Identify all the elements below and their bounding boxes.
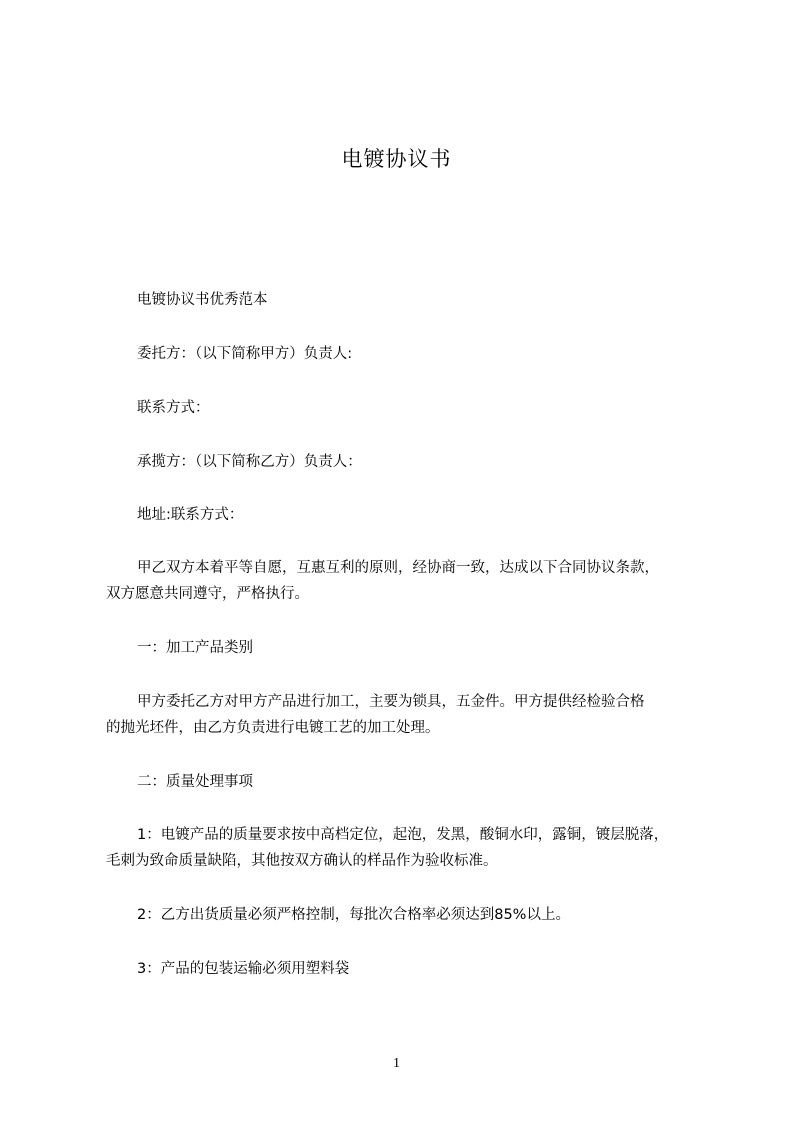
client-contact-line: 联系方式： <box>137 400 210 416</box>
section-1-line-1: 甲方委托乙方对甲方产品进行加工，主要为锁具，五金件。甲方提供经检验合格 <box>137 694 645 710</box>
document-title: 电镀协议书 <box>341 147 452 171</box>
client-line: 委托方：（以下简称甲方）负责人: <box>137 346 353 362</box>
section-1-line-2: 的抛光坯件，由乙方负责进行电镀工艺的加工处理。 <box>106 720 440 736</box>
subtitle: 电镀协议书优秀范本 <box>137 292 268 308</box>
clause-2: 2：乙方出货质量必须严格控制，每批次合格率必须达到85%以上。 <box>137 907 570 923</box>
clause-1-line-1: 1：电镀产品的质量要求按中高档定位，起泡，发黑，酸铜水印，露铜，镀层脱落， <box>137 827 669 843</box>
section-heading-2: 二：质量处理事项 <box>137 774 253 790</box>
contractor-line: 承揽方：（以下简称乙方）负责人： <box>137 454 362 470</box>
intro-paragraph-line-2: 双方愿意共同遵守，严格执行。 <box>106 586 309 602</box>
clause-3: 3：产品的包装运输必须用塑料袋 <box>137 961 350 977</box>
clause-1-line-2: 毛刺为致命质量缺陷，其他按双方确认的样品作为验收标准。 <box>106 853 498 869</box>
section-heading-1: 一：加工产品类别 <box>137 640 253 656</box>
intro-paragraph-line-1: 甲乙双方本着平等自愿，互惠互利的原则，经协商一致，达成以下合同协议条款， <box>137 560 659 576</box>
address-contact-line: 地址:联系方式： <box>137 507 244 523</box>
page-number: 1 <box>393 1056 400 1071</box>
